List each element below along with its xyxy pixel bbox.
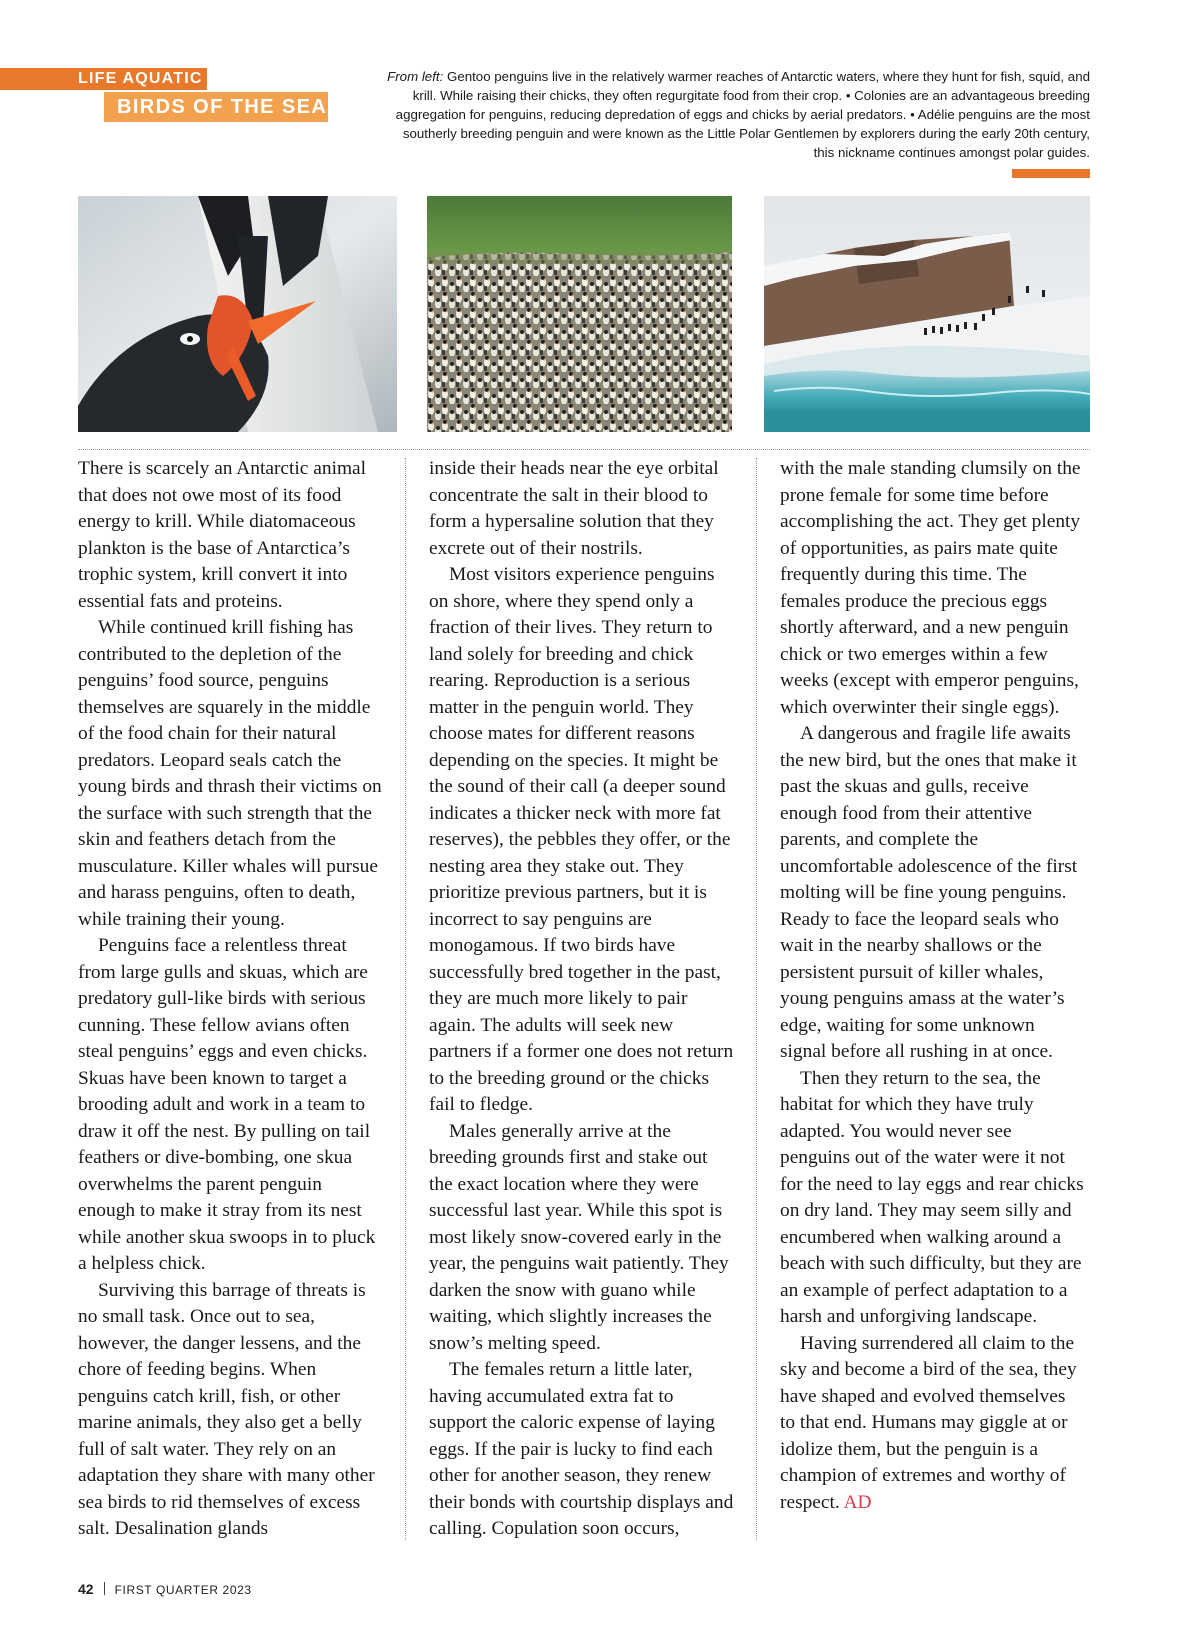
caption-lead: From left: xyxy=(387,69,444,84)
article-paragraph: A dangerous and fragile life awaits the new bird, but the ones that make it past the skuas and gulls, receive enough food from their attentive parents, and complete the uncomfortable adolescence of the first molting will be fine young penguins. Ready to face the leopard seals who wait in the nearby shallows or the persistent pursuit of killer whales, young penguins amass at the water’s edge, waiting for some unknown signal before all rushing in at once. xyxy=(780,723,1078,1062)
footer-divider xyxy=(104,1582,105,1595)
article-paragraph: Then they return to the sea, the habitat for which they have truly adapted. You would never see penguins out of the water were it not for the need to lay eggs and rear chicks on dry land. They may seem silly and encumbered when walking around a beach with such difficulty, but they are an example of perfect adaptation to a harsh and unforgiving landscape. xyxy=(780,1067,1084,1327)
article-paragraph: There is scarcely an Antarctic animal that does not owe most of its food energy to krill. While diatomaceous plankton is the base of Antarctica’s trophic system, krill convert it into essential fats and proteins. xyxy=(78,458,367,612)
article-column-1 xyxy=(78,456,383,1543)
article-paragraph: Males generally arrive at the breeding grounds first and stake out the exact location where they were successful last year. While this spot is most likely snow-covered early in the year, the penguins wait patiently. They darken the snow with guano while waiting, which slightly increases the snow’s melting speed. xyxy=(429,1120,729,1354)
article-paragraph: The females return a little later, having accumulated extra fat to support the caloric expense of laying eggs. If the pair is lucky to find each other for another season, they renew their bonds with courtship displays and calling. Copulation soon occurs, xyxy=(429,1359,734,1539)
section-kicker xyxy=(0,68,207,90)
article-column-2 xyxy=(429,456,734,1543)
article-paragraph: inside their heads near the eye orbital concentrate the salt in their blood to form a hypersaline solution that they excrete out of their nostrils. xyxy=(429,458,719,559)
caption-text: Gentoo penguins live in the relatively warmer reaches of Antarctic waters, where they hunt for fish, squid, and krill. While raising their chicks, they often regurgitate food from their crop. • Colonies are an advantageous breeding aggregation for penguins, reducing depredation of eggs and chicks by aerial predators. • Adélie penguins are the most southerly breeding penguin and were known as the Little Polar Gentlemen by explorers during the early 20th century, this nickname continues amongst polar guides. xyxy=(395,69,1090,160)
final-paragraph-text: Having surrendered all claim to the sky and become a bird of the sea, they have shaped and evolved themselves to that end. Humans may giggle at or idolize them, but the penguin is a champion of extremes and worthy of respect. xyxy=(780,1332,1077,1513)
photo-divider xyxy=(78,449,1090,450)
column-separator xyxy=(756,458,757,1540)
photo-penguin-colony xyxy=(427,196,732,432)
issue-label: FIRST QUARTER 2023 xyxy=(114,1583,252,1597)
page-number: 42 xyxy=(78,1581,94,1597)
caption-accent-rule xyxy=(1012,169,1090,178)
article-column-3 xyxy=(780,456,1085,1516)
photo-caption xyxy=(380,67,1090,162)
author-signature: AD xyxy=(843,1491,872,1513)
article-paragraph: with the male standing clumsily on the prone female for some time before accomplishing the act. They get plenty of opportunities, as pairs mate quite frequently during this time. The females produce the precious eggs shortly afterward, and a new penguin chick or two emerges within a few weeks (except with emperor penguins, which overwinter their single eggs). xyxy=(780,458,1081,718)
photo-gentoo-penguins xyxy=(78,196,397,432)
section-kicker-label: LIFE AQUATIC xyxy=(78,70,203,87)
section-title xyxy=(104,92,328,122)
article-paragraph: Surviving this barrage of threats is no small task. Once out to sea, however, the danger lessens, and the chore of feeding begins. When penguins catch krill, fish, or other marine animals, they also get a belly full of salt water. They rely on an adaptation they share with many other sea birds to rid themselves of excess salt. Desalination glands xyxy=(78,1279,375,1539)
article-paragraph: Most visitors experience penguins on shore, where they spend only a fraction of their lives. They return to land solely for breeding and chick rearing. Reproduction is a serious matter in the penguin world. They choose mates for different reasons depending on the species. It might be the sound of their call (a deeper sound indicates a thicker neck with more fat reserves), the pebbles they offer, or the nesting area they stake out. They prioritize previous partners, but it is incorrect to say penguins are monogamous. If two birds have successfully bred together in the past, they are much more likely to pair again. The adults will seek new partners if a former one does not return to the breeding ground or the chicks fail to fledge. xyxy=(429,564,734,1115)
photo-adelie-iceberg xyxy=(764,196,1090,432)
column-separator xyxy=(405,458,406,1540)
article-paragraph: While continued krill fishing has contributed to the depletion of the penguins’ food source, penguins themselves are squarely in the middle of the food chain for their natural predators. Leopard seals catch the young birds and thrash their victims on the surface with such strength that the skin and feathers detach from the musculature. Killer whales will pursue and harass penguins, often to death, while training their young. xyxy=(78,617,382,930)
article-paragraph-final xyxy=(780,1331,1085,1517)
article-paragraph: Penguins face a relentless threat from large gulls and skuas, which are predatory gull-like birds with serious cunning. These fellow avians often steal penguins’ eggs and even chicks. Skuas have been known to target a brooding adult and work in a team to draw it off the nest. By pulling on tail feathers or dive-bombing, one skua overwhelms the parent penguin enough to make it stray from its nest while another skua swoops in to pluck a helpless chick. xyxy=(78,935,376,1274)
section-title-label: BIRDS OF THE SEA xyxy=(117,96,328,118)
page-footer xyxy=(78,1581,252,1597)
